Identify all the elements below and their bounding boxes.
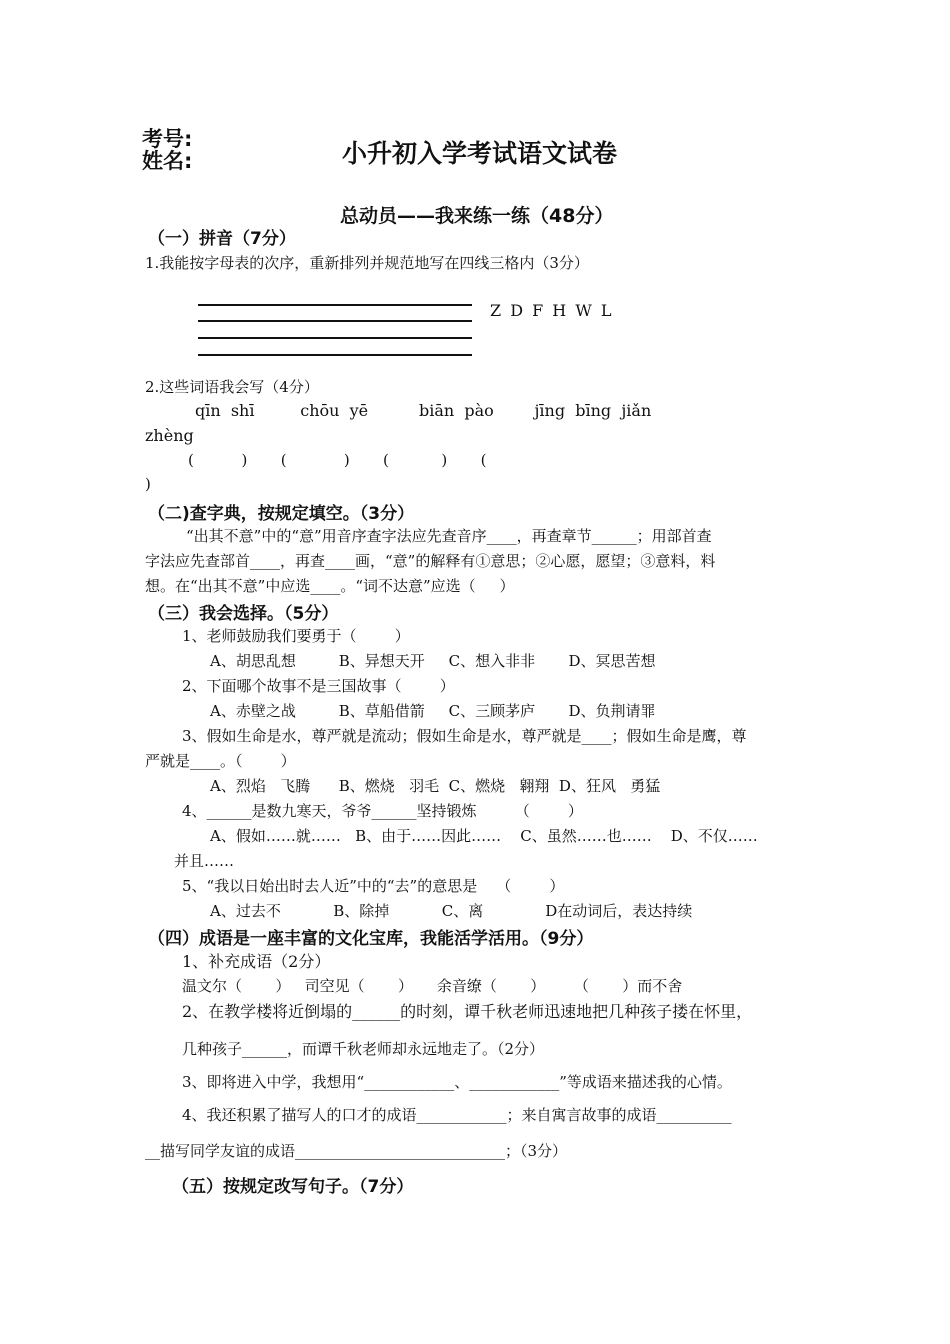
page-subtitle: 总动员——我来练一练（48分）	[340, 205, 614, 227]
answer-brackets: ( ) ( ) ( ) (	[188, 451, 487, 469]
s3-question-1-options: A、胡思乱想 B、异想天开 C、想入非非 D、冥思苦想	[210, 652, 656, 670]
s1-question-2: 2.这些词语我会写（4分）	[145, 378, 319, 396]
s4-question-3: 3、即将进入中学，我想用“____________、____________”等成语来描述我的心情。	[182, 1073, 732, 1091]
s3-question-5: 5、“我以日始出时去人近”中的“去”的意思是 （ ）	[182, 877, 565, 895]
s2-paragraph-line-3: 想。在“出其不意”中应选____。“词不达意”应选（ ）	[145, 577, 515, 595]
exam-number-label: 考号:	[142, 127, 193, 151]
s3-question-2-options: A、赤壁之战 B、草船借箭 C、三顾茅庐 D、负荆请罪	[210, 702, 656, 720]
section-3-heading: （三）我会选择。（5分）	[148, 604, 339, 624]
s2-paragraph-line-1: “出其不意”中的“意”用音序查字法应先查音序____，再查章节______；用部首查	[186, 527, 712, 545]
s4-question-2-line-1: 2、在教学楼将近倒塌的______的时刻，谭千秋老师迅速地把几种孩子搂在怀里，	[182, 1002, 753, 1021]
s3-question-3-line-1: 3、假如生命是水，尊严就是流动；假如生命是水，尊严就是____；假如生命是鹰，尊	[182, 727, 747, 745]
section-4-heading: （四）成语是一座丰富的文化宝库，我能活学活用。（9分）	[148, 929, 594, 949]
s3-question-3-options: A、烈焰 飞腾 B、燃烧 羽毛 C、燃烧 翱翔 D、狂风 勇猛	[210, 777, 661, 795]
s4-question-4-line-1: 4、我还积累了描写人的口才的成语____________；来自寓言故事的成语__________	[182, 1106, 732, 1124]
pinyin-row-wrap: zhèng	[145, 426, 194, 445]
writing-line	[198, 337, 472, 339]
s4-question-1-items: 温文尔（ ） 司空见（ ） 余音缭（ ） （ ）而不舍	[182, 977, 683, 995]
s3-question-5-options: A、过去不 B、除掉 C、离 D在动词后，表达持续	[210, 902, 693, 920]
writing-line	[198, 354, 472, 356]
section-2-heading: （二)查字典，按规定填空。（3分）	[148, 504, 415, 524]
section-5-heading: （五）按规定改写句子。（7分）	[172, 1177, 414, 1197]
answer-brackets-wrap: )	[145, 475, 151, 493]
s3-question-4-options-wrap: 并且……	[174, 852, 235, 870]
s1-question-1: 1.我能按字母表的次序，重新排列并规范地写在四线三格内（3分）	[145, 254, 589, 272]
s2-paragraph-line-2: 字法应先查部首____，再查____画，“意”的解释有①意思；②心愿，愿望；③意料，料	[145, 552, 716, 570]
s3-question-3-line-2: 严就是____。（ ）	[145, 752, 296, 770]
s3-question-2: 2、下面哪个故事不是三国故事（ ）	[182, 677, 455, 695]
s3-question-1: 1、老师鼓励我们要勇于（ ）	[182, 627, 410, 645]
writing-line	[198, 304, 472, 306]
section-1-heading: （一）拼音（7分）	[148, 229, 296, 249]
name-label: 姓名:	[142, 149, 193, 173]
s3-question-4-options: A、假如……就…… B、由于……因此…… C、虽然……也…… D、不仅……	[210, 827, 758, 845]
s4-question-2-line-2: 几种孩子______，而谭千秋老师却永远地走了。（2分）	[182, 1040, 545, 1058]
s4-question-4-line-2: __描写同学友谊的成语____________________________；（3分）	[145, 1142, 568, 1160]
alphabet-letters: Z D F H W L	[490, 301, 614, 320]
page-title: 小升初入学考试语文试卷	[342, 139, 618, 168]
s3-question-4: 4、______是数九寒天，爷爷______坚持锻炼 （ ）	[182, 802, 583, 820]
pinyin-row: qīn shī chōu yē biān pào jīng bīng jiǎn	[195, 401, 652, 420]
writing-line	[198, 320, 472, 322]
s4-question-1: 1、补充成语（2分）	[182, 952, 331, 971]
